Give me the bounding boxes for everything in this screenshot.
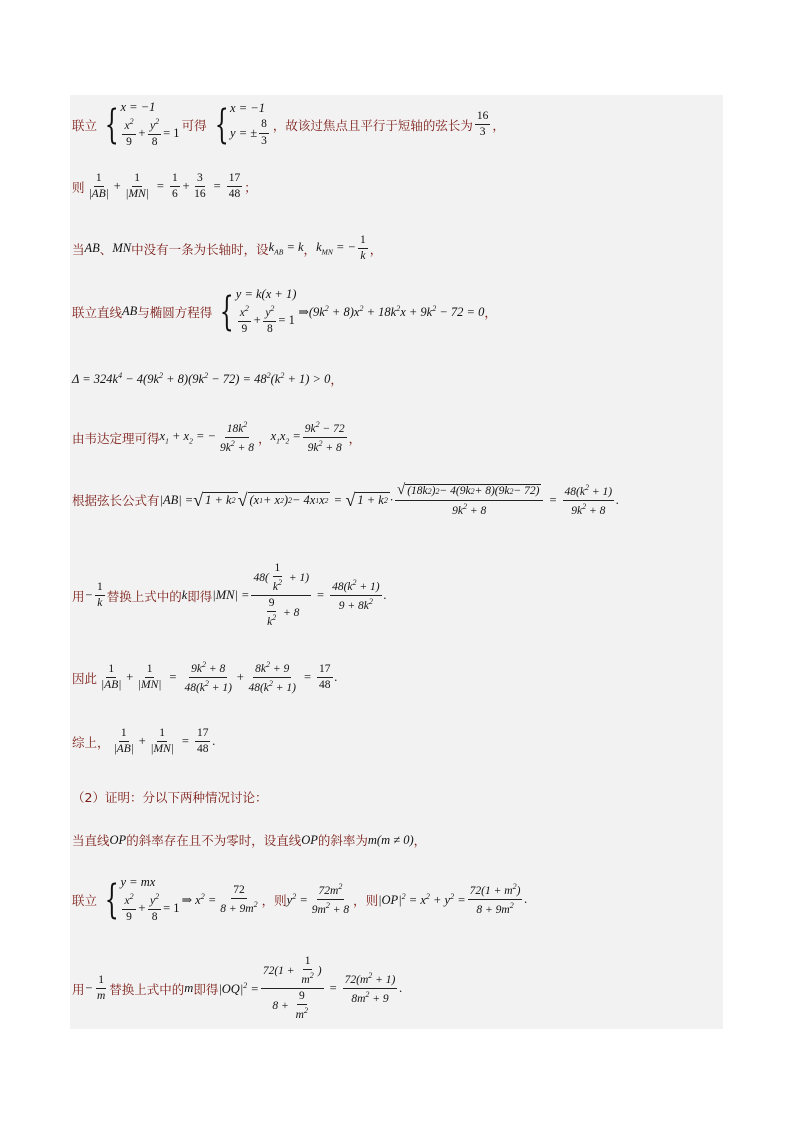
line-1: 联立 { x = −1 $\frac{x^2}{9}$ + $\frac{y^2}{8}$ = 1 可得 { x = −1 y = ± $\frac{8}{3}$ ，故该过焦点且平行于短轴的弦长为 $\frac{16}{3}$ ，: [72, 100, 505, 149]
text-dang: 当: [72, 241, 85, 257]
value-16-3: $\frac{16}{3}$: [476, 109, 489, 139]
text-chord-formula: 根据弦长公式有: [72, 493, 160, 509]
system-op: { y = mx $\frac{x^2}{9}$ + $\frac{y^2}{8}$ = 1: [104, 875, 180, 924]
text-jide-2: 即得: [193, 981, 219, 997]
line-7: 根据弦长公式有 |AB| = √ 1 + k 2 √ (x 1 + x 2 ) 2 − 4x 1 x 2 = √ 1 + k 2 · √ (18k 2 ) 2 − 4(9k 2 + 8)(9k 2 − 72) $9k^2 + 8$ = $\frac{48(k^2 + 1)}{9k^2 + 8}$ .: [72, 482, 620, 518]
text-zongshang: 综上，: [72, 734, 110, 750]
line-11: [72, 788, 267, 806]
system-line-ellipse: { y = k(x + 1) $\frac{x^2}{9}$ + $\frac{y^2}{8}$ = 1: [220, 287, 297, 336]
line-5-discriminant: $\Delta = 324k^4 - 4(9k^2 + 8)(9k^2 - 72) = 48^2(k^2 + 1) > 0$ ，: [72, 370, 343, 387]
text-ze-2: ，则: [353, 892, 379, 908]
text-jide: 即得: [187, 588, 213, 604]
text-ze-1: ，则: [261, 892, 287, 908]
text-yinci: 因此: [72, 670, 98, 686]
line-10: 综上， $\frac{1}{|AB|}$ + $\frac{1}{|MN|}$ = $\frac{17}{48}$ .: [72, 727, 216, 756]
text-slope-is: 的斜率为: [317, 833, 368, 848]
text-ze: 则: [72, 179, 85, 195]
line-8: 用 − $\frac{1}{k}$ 替换上式中的 k 即得 |MN| = 48( $\frac{1}{k^2}$ + 1) $\frac{9}{k^2}$ + 8 = $\frac{48(k^2 + 1)}{9 + 8k^2}$ .: [72, 562, 387, 629]
text-ellipse-eq: 与椭圆方程得: [137, 304, 213, 320]
text-yong-2: 用: [72, 981, 85, 997]
text-yong: 用: [72, 588, 85, 604]
line-14: 用 − $\frac{1}{m}$ 替换上式中的 m 即得 $|OQ|^2$ = 72(1 + $\frac{1}{m^2}$ ) 8 + $\frac{9}{m^2}$ = $\frac{72(m^2 + 1)}{8m^2 + 9}$ .: [72, 955, 403, 1022]
system-ellipse-vertical-line: { x = −1 $\frac{x^2}{9}$ + $\frac{y^2}{8}$ = 1: [104, 100, 180, 149]
text-replace: 替换上式中的: [106, 588, 182, 604]
text-lianli-2: 联立: [72, 892, 98, 908]
text-lianli: 联立: [72, 117, 98, 133]
text-replace-2: 替换上式中的: [109, 981, 185, 997]
line-13: 联立 { y = mx $\frac{x^2}{9}$ + $\frac{y^2}{8}$ = 1 ⇒ $x^2$ = $\frac{72}{8 + 9m^2}$ ，则 $y^2$ = $\frac{72m^2}{9m^2 + 8}$ ，则 $|OP|^2 = x^2 + y^2$ = $\frac{72(1 + m^2)}{8 + 9m^2}$ .: [72, 875, 528, 924]
text-vieta: 由韦达定理可得: [72, 430, 160, 446]
system-solution: { x = −1 y = ± $\frac{8}{3}$: [214, 101, 267, 148]
text-dang-zhixian: 当直线: [72, 833, 110, 848]
text-slope-exists: 的斜率存在且不为零时，设直线: [126, 833, 302, 848]
line-12: 当直线 OP 的斜率存在且不为零时，设直线 OP 的斜率为 m(m ≠ 0) ，: [72, 832, 427, 848]
text-chord-length: ，故该过焦点且平行于短轴的弦长为: [272, 117, 473, 133]
line-4: 联立直线 AB 与椭圆方程得 { y = k(x + 1) $\frac{x^2}{9}$ + $\frac{y^2}{8}$ = 1 $\Rightarrow(9k^2 + 8)x^2 + 18k^2x + 9k^2 - 72 = 0$ ，: [72, 287, 497, 336]
line-6: 由韦达定理可得 $x_1 + x_2$ = − $\frac{18k^2}{9k^2 + 8}$ ， $x_1x_2$ = $\frac{9k^2 - 72}{9k^2 + 8}$ ，: [72, 420, 362, 454]
text-no-long-axis: 中没有一条为长轴时，设: [131, 241, 269, 257]
text-lianli-line: 联立直线: [72, 304, 123, 320]
eq-reciprocal-sum-1: $\frac{1}{|AB|}$ + $\frac{1}{|MN|}$ = $\frac{1}{6}$ + $\frac{3}{16}$ = $\frac{17}{48}$: [88, 172, 241, 201]
line-3: 当 AB 、 MN 中没有一条为长轴时，设 $k_{AB} = k$ ， $k_{MN}$ = − $\frac{1}{k}$ ，: [72, 234, 383, 263]
line-9: 因此 $\frac{1}{|AB|}$ + $\frac{1}{|MN|}$ = $\frac{9k^2 + 8}{48(k^2 + 1)}$ + $\frac{8k^2 + 9}{48(k^2 + 1)}$ = $\frac{17}{48}$ .: [72, 660, 338, 694]
text-kede: 可得: [181, 117, 207, 133]
text-part2-proof: （2）证明：分以下两种情况讨论：: [72, 790, 268, 805]
line-2: 则 $\frac{1}{|AB|}$ + $\frac{1}{|MN|}$ = $\frac{1}{6}$ + $\frac{3}{16}$ = $\frac{17}{48}$ ；: [72, 172, 257, 201]
